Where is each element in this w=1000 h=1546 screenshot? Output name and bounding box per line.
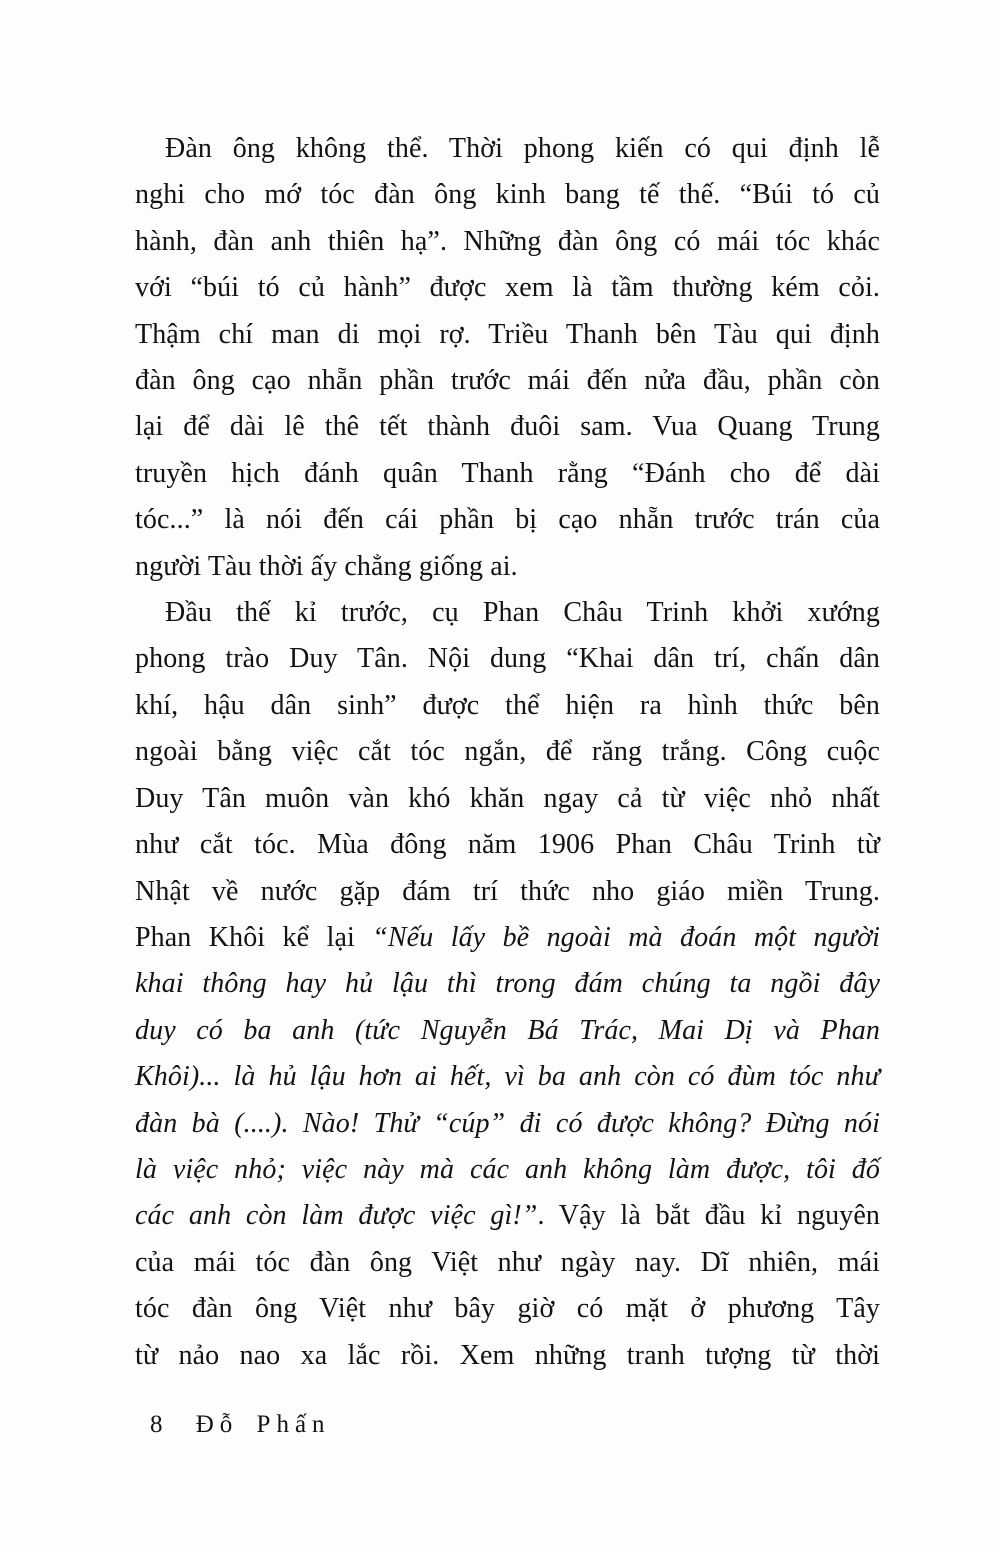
body-text-segment: tóc...” là nói đến cái phần bị cạo nhẵn trước trán của bbox=[135, 504, 880, 536]
body-text-segment: từ nảo nao xa lắc rồi. Xem những tranh tượng từ thời bbox=[135, 1339, 880, 1371]
text-line bbox=[135, 172, 880, 218]
author-name: Đỗ Phấn bbox=[195, 1411, 331, 1438]
body-text-segment: lại để dài lê thê tết thành đuôi sam. Vua Quang Trung bbox=[135, 411, 880, 443]
body-text-segment: . Vậy là bắt đầu kỉ nguyên bbox=[537, 1200, 880, 1232]
body-text-segment: của mái tóc đàn ông Việt như ngày nay. Dĩ nhiên, mái bbox=[135, 1246, 880, 1278]
text-line bbox=[135, 1193, 880, 1239]
text-line bbox=[135, 683, 880, 729]
body-text-segment: khí, hậu dân sinh” được thể hiện ra hình thức bên bbox=[135, 689, 880, 721]
text-line bbox=[135, 1240, 880, 1286]
quote-text-segment: khai thông hay hủ lậu thì trong đám chúng ta ngồi đây bbox=[135, 968, 880, 1000]
body-text-segment: hành, đàn anh thiên hạ”. Những đàn ông có mái tóc khác bbox=[135, 225, 880, 257]
text-line bbox=[135, 869, 880, 915]
text-line bbox=[135, 822, 880, 868]
body-text-segment: Đàn ông không thể. Thời phong kiến có qui định lễ bbox=[165, 133, 880, 164]
text-line bbox=[135, 358, 880, 404]
text-line bbox=[135, 1147, 880, 1193]
body-text-segment: Duy Tân muôn vàn khó khăn ngay cả từ việc nhỏ nhất bbox=[135, 782, 880, 814]
body-text-segment: người Tàu thời ấy chẳng giống ai. bbox=[135, 550, 518, 582]
body-text-segment: truyền hịch đánh quân Thanh rằng “Đánh cho để dài bbox=[135, 457, 880, 489]
paragraph bbox=[135, 590, 880, 1379]
text-line bbox=[135, 776, 880, 822]
quote-text-segment: đàn bà (....). Nào! Thử “cúp” đi có được không? Đừng nói bbox=[135, 1107, 880, 1139]
quote-text-segment: các anh còn làm được việc gì!” bbox=[135, 1200, 538, 1232]
text-line bbox=[135, 1101, 880, 1147]
body-text-segment: với “búi tó củ hành” được xem là tầm thường kém cỏi. bbox=[135, 272, 880, 304]
text-line bbox=[135, 729, 880, 775]
body-text-segment: như cắt tóc. Mùa đông năm 1906 Phan Châu Trinh từ bbox=[135, 829, 880, 861]
text-line bbox=[135, 265, 880, 311]
body-text-segment: Thậm chí man di mọi rợ. Triều Thanh bên Tàu qui định bbox=[135, 318, 880, 350]
text-line bbox=[135, 1286, 880, 1332]
body-text-segment: tóc đàn ông Việt như bây giờ có mặt ở phương Tây bbox=[135, 1293, 880, 1325]
body-text-segment: đàn ông cạo nhẵn phần trước mái đến nửa đầu, phần còn bbox=[135, 365, 880, 397]
text-line bbox=[135, 219, 880, 265]
body-text-segment: phong trào Duy Tân. Nội dung “Khai dân trí, chấn dân bbox=[135, 643, 880, 675]
text-line bbox=[135, 636, 880, 682]
text-line bbox=[135, 1333, 880, 1379]
page-number: 8 bbox=[150, 1411, 163, 1438]
quote-text-segment: “Nếu lấy bề ngoài mà đoán một người bbox=[372, 921, 880, 953]
text-line bbox=[135, 1008, 880, 1054]
body-text-segment: Phan Khôi kể lại bbox=[135, 921, 373, 953]
quote-text-segment: Khôi)... là hủ lậu hơn ai hết, vì ba anh còn có đùm tóc như bbox=[135, 1061, 880, 1093]
text-line bbox=[135, 497, 880, 543]
text-line bbox=[135, 404, 880, 450]
paragraph bbox=[135, 126, 880, 590]
quote-text-segment: duy có ba anh (tức Nguyễn Bá Trác, Mai Dị và Phan bbox=[135, 1014, 880, 1046]
body-text-segment: ngoài bằng việc cắt tóc ngắn, để răng trắng. Công cuộc bbox=[135, 736, 880, 768]
body-text-segment: nghi cho mớ tóc đàn ông kinh bang tế thế. “Búi tó củ bbox=[135, 179, 880, 211]
text-line bbox=[135, 544, 880, 590]
text-line bbox=[135, 451, 880, 497]
text-line bbox=[135, 961, 880, 1007]
text-line bbox=[135, 915, 880, 961]
text-line bbox=[135, 1054, 880, 1100]
body-text-segment: Đầu thế kỉ trước, cụ Phan Châu Trinh khởi xướng bbox=[165, 597, 880, 629]
text-block bbox=[135, 126, 880, 1379]
text-line bbox=[135, 312, 880, 358]
quote-text-segment: là việc nhỏ; việc này mà các anh không làm được, tôi đố bbox=[135, 1153, 880, 1185]
body-text-segment: Nhật về nước gặp đám trí thức nho giáo miền Trung. bbox=[135, 875, 880, 907]
text-line bbox=[135, 126, 880, 172]
text-line bbox=[135, 590, 880, 636]
page-footer bbox=[150, 1408, 331, 1442]
